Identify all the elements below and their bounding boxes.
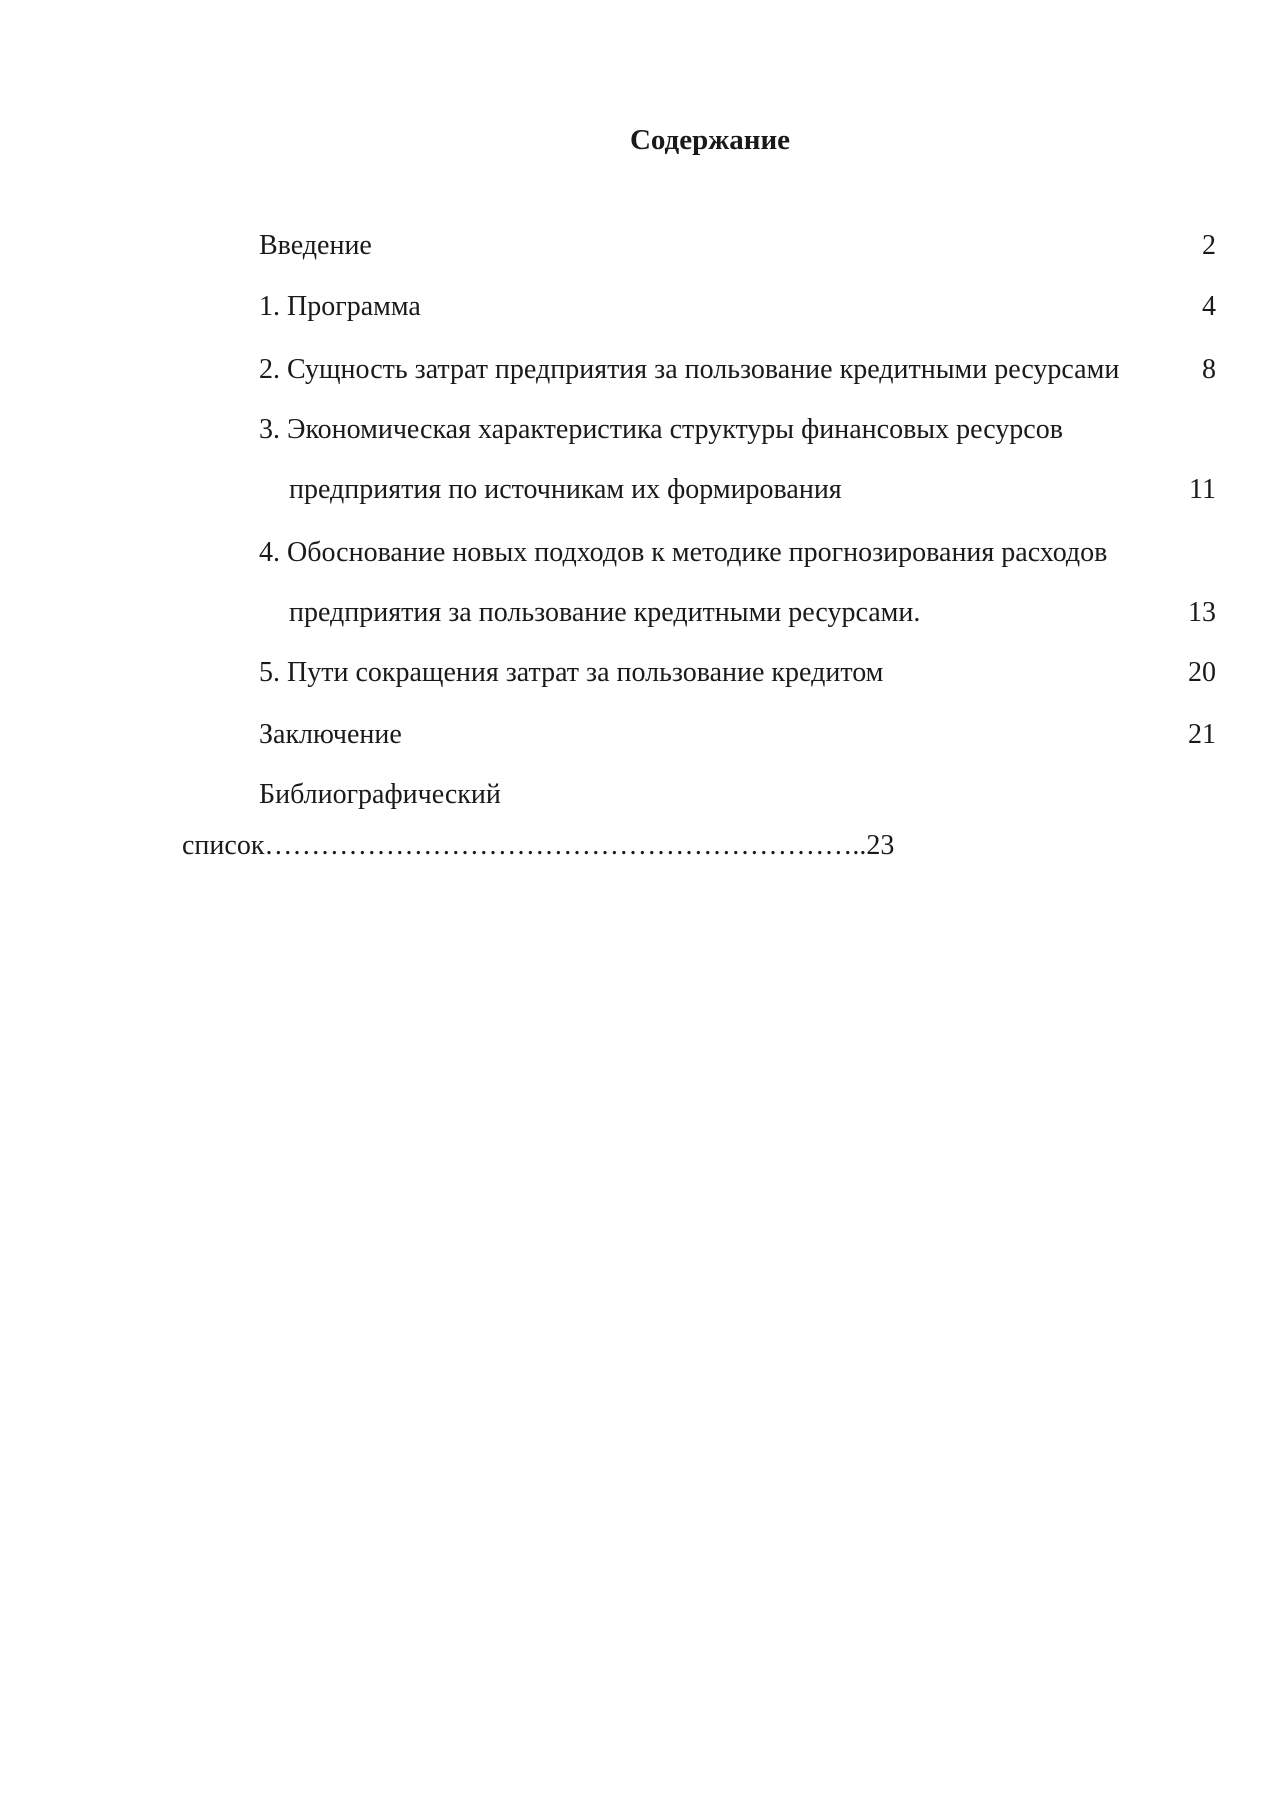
toc-page-number: 20 (1188, 657, 1216, 688)
toc-entry-4: 4. Обоснование новых подходов к методике прогнозирования расходов (259, 537, 1108, 568)
toc-page-number: 11 (1189, 474, 1216, 505)
page-title: Содержание (629, 124, 791, 156)
toc-entry-bibliography-continued: список………………………………………………………..23 (182, 830, 895, 861)
toc-page-number: 2 (1202, 230, 1216, 261)
toc-page-number: 21 (1188, 719, 1216, 750)
toc-page-number: 4 (1202, 291, 1216, 322)
toc-entry-3-continued: предприятия по источникам их формирования (289, 474, 842, 505)
toc-entry-introduction: Введение (259, 230, 372, 261)
toc-entry-bibliography: Библиографический (259, 779, 501, 810)
toc-entry-2: 2. Сущность затрат предприятия за пользование кредитными ресурсами (259, 354, 1120, 385)
toc-page-number: 8 (1202, 354, 1216, 385)
toc-entry-conclusion: Заключение (259, 719, 402, 750)
toc-entry-3: 3. Экономическая характеристика структуры финансовых ресурсов (259, 414, 1063, 445)
toc-entry-1: 1. Программа (259, 291, 421, 322)
toc-page-number: 13 (1188, 597, 1216, 628)
toc-entry-5: 5. Пути сокращения затрат за пользование кредитом (259, 657, 884, 688)
toc-entry-4-continued: предприятия за пользование кредитными ресурсами. (289, 597, 921, 628)
